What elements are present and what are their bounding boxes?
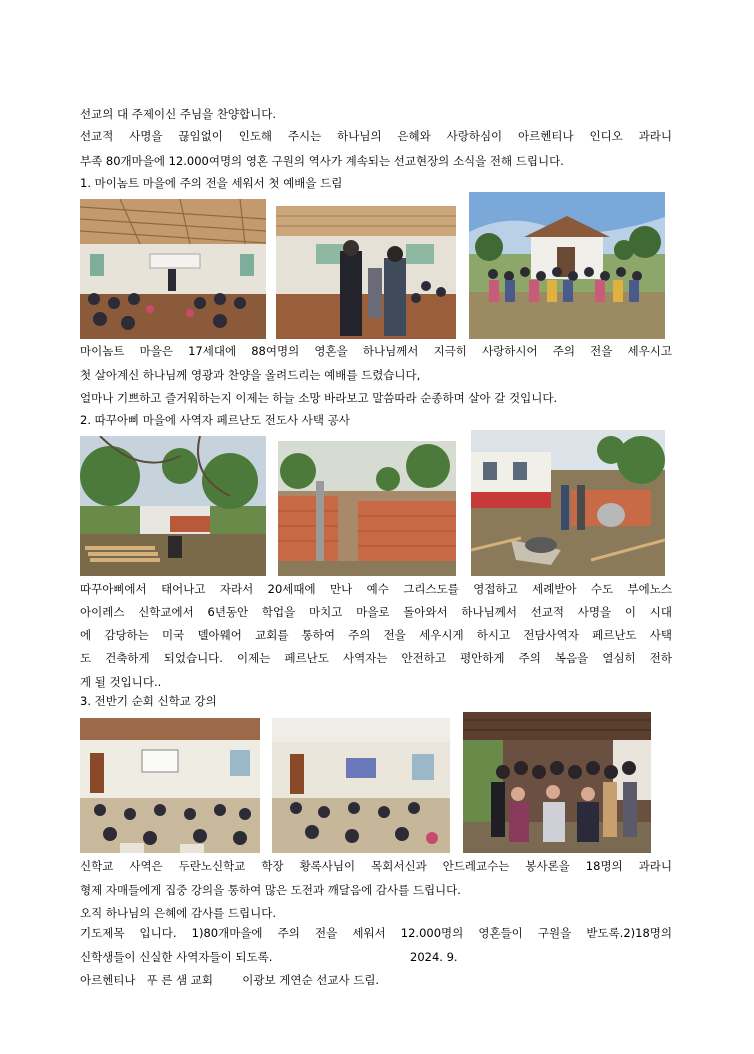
congregation-in-front-of-church-photo <box>469 192 665 339</box>
section1-body-line-3: 얼마나 기쁘하고 즐거워하는지 이제는 하늘 소망 바라보고 말씀따라 순종하며 살아 갈 것입니다. <box>80 391 558 405</box>
intro-line-1: 선교적 사명을 끊임없이 인도해 주시는 하나님의 은혜와 사랑하심이 아르헨티나 인디오 과라니 <box>80 129 672 143</box>
prayer-line-1: 기도제목 입니다. 1)80개마을에 주의 전을 세워서 12.000명의 영혼들이 구원을 받도록.2)18명의 <box>80 926 672 940</box>
section2-body-line-1: 따꾸아삐에서 태어나고 자라서 20세때에 만나 예수 그리스도를 영접하고 세례받아 수도 부에노스 <box>80 582 672 596</box>
greeting-text: 선교의 대 주제이신 주님을 찬양합니다. <box>80 107 277 121</box>
prayer-line-2: 신학생들이 신실한 사역자들이 되도록. <box>80 950 273 964</box>
church-interior-worship-photo <box>80 199 266 339</box>
section1-body-line-1: 마이놈트 마을은 17세대에 88여명의 영혼을 하나님께서 지극히 사랑하시어 주의 전을 세우시고 <box>80 344 672 358</box>
theology-classroom-photo-1 <box>80 718 260 853</box>
prayer-blessing-photo <box>276 206 456 339</box>
section2-body-line-3: 에 감당하는 미국 델아웨어 교회를 통하여 주의 전을 세우시게 하시고 전담사역자 페르난도 사택 <box>80 628 672 642</box>
section2-body-line-4: 도 건축하게 되었습니다. 이제는 페르난도 사역자는 안전하고 평안하게 주의 복음을 열심히 전하 <box>80 651 672 665</box>
brick-walls-construction-photo <box>278 441 456 576</box>
section1-body-line-2: 첫 살아계신 하나님께 영광과 찬양을 올려드리는 예배를 드렸습니다, <box>80 368 421 382</box>
construction-site-trees-photo <box>80 436 266 576</box>
section3-heading: 3. 전반기 순회 신학교 강의 <box>80 694 217 708</box>
section2-body-line-5: 게 될 것입니다.. <box>80 675 162 689</box>
signature-line: 아르헨티나 푸 른 샘 교회 이광보 게연순 선교사 드림. <box>80 973 380 987</box>
section3-body-line-2: 형제 자매들에게 집중 강의을 통하여 많은 도전과 깨달음에 감사를 드립니다. <box>80 883 461 897</box>
section1-heading: 1. 마이놈트 마을에 주의 전을 세워서 첫 예배을 드림 <box>80 176 343 190</box>
section2-heading: 2. 따꾸아삐 마을에 사역자 페르난도 전도사 사택 공사 <box>80 413 350 427</box>
letter-date: 2024. 9. <box>410 950 458 964</box>
thanks-text: 오직 하나님의 은혜에 감사를 드립니다. <box>80 906 277 920</box>
section2-body-line-2: 아이레스 신학교에서 6년동안 학업을 마치고 마을로 돌아와서 하나님께서 선교적 사명을 이 시대 <box>80 605 672 619</box>
section3-body-line-1: 신학교 사역은 두란노신학교 학장 황록사님이 목회서신과 안드레교수는 봉사론을 18명의 과라니 <box>80 859 672 873</box>
intro-line-2: 부족 80개마을에 12.000여명의 영혼 구원의 역사가 계속되는 선교현장의 소식을 전해 드립니다. <box>80 154 564 168</box>
house-construction-materials-photo <box>471 430 665 576</box>
theology-students-group-photo <box>463 712 651 853</box>
theology-classroom-photo-2 <box>272 718 450 853</box>
